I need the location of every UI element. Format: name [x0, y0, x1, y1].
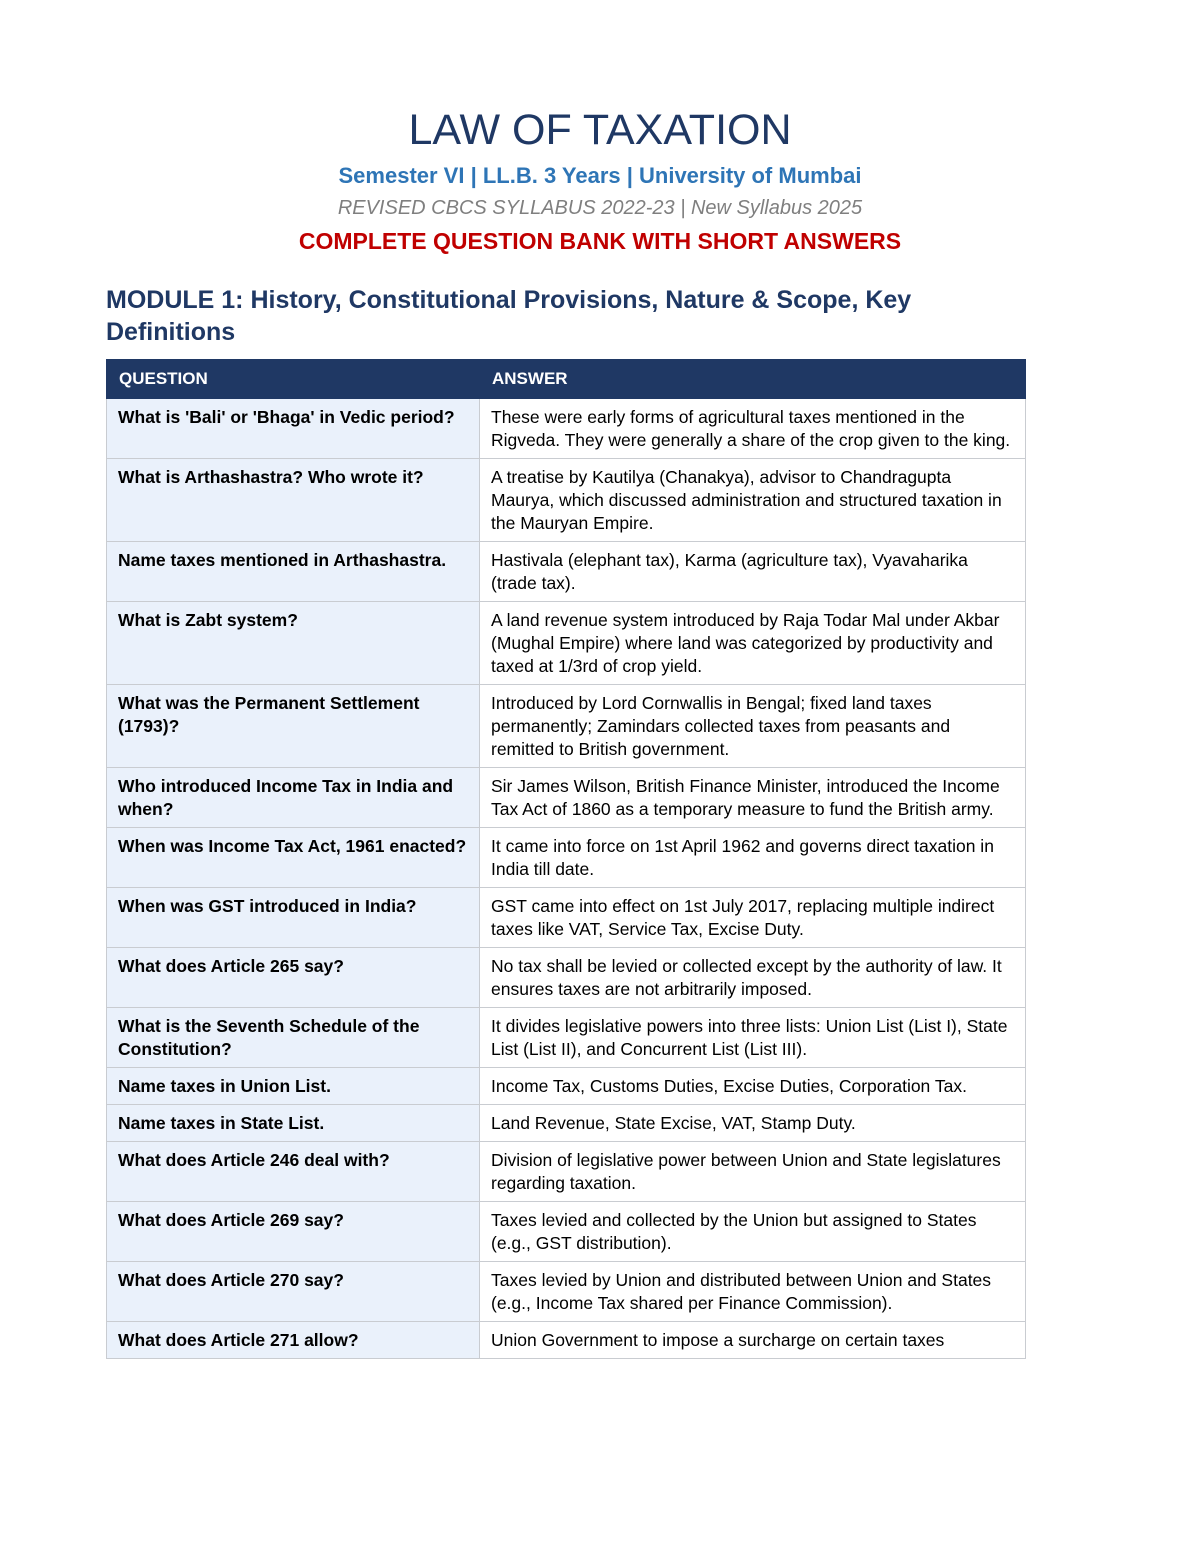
- document-title: LAW OF TAXATION: [408, 106, 792, 154]
- question-cell: Name taxes in State List.: [107, 1105, 480, 1142]
- question-cell: What does Article 270 say?: [107, 1262, 480, 1322]
- question-cell: When was GST introduced in India?: [107, 888, 480, 948]
- question-answer-table: [106, 359, 1026, 1359]
- answer-column-header: ANSWER: [480, 360, 1026, 399]
- table-row: [107, 685, 1026, 768]
- table-row: [107, 1142, 1026, 1202]
- table-body: [107, 399, 1026, 1359]
- answer-cell: No tax shall be levied or collected except by the authority of law. It ensures taxes are not arbitrarily imposed.: [480, 948, 1026, 1008]
- question-column-header: QUESTION: [107, 360, 480, 399]
- table-row: [107, 1262, 1026, 1322]
- question-cell: What does Article 265 say?: [107, 948, 480, 1008]
- table-row: [107, 888, 1026, 948]
- table-row: [107, 1322, 1026, 1359]
- module-heading: MODULE 1: History, Constitutional Provisions, Nature & Scope, Key Definitions: [106, 286, 912, 346]
- table-row: [107, 602, 1026, 685]
- table-row: [107, 1202, 1026, 1262]
- answer-cell: Introduced by Lord Cornwallis in Bengal; fixed land taxes permanently; Zamindars collected taxes from peasants and remitted to British government.: [480, 685, 1026, 768]
- question-cell: What is Zabt system?: [107, 602, 480, 685]
- answer-cell: Union Government to impose a surcharge on certain taxes: [480, 1322, 1026, 1359]
- course-subtitle: Semester VI | LL.B. 3 Years | University of Mumbai: [338, 163, 862, 188]
- question-bank-heading: COMPLETE QUESTION BANK WITH SHORT ANSWERS: [298, 228, 902, 254]
- answer-cell: Taxes levied by Union and distributed between Union and States (e.g., Income Tax shared per Finance Commission).: [480, 1262, 1026, 1322]
- question-cell: Name taxes in Union List.: [107, 1068, 480, 1105]
- table-row: [107, 768, 1026, 828]
- table-row: [107, 542, 1026, 602]
- table-row: [107, 399, 1026, 459]
- answer-cell: It divides legislative powers into three lists: Union List (List I), State List (List II), and Concurrent List (List III).: [480, 1008, 1026, 1068]
- answer-cell: A treatise by Kautilya (Chanakya), advisor to Chandragupta Maurya, which discussed administration and structured taxation in the Mauryan Empire.: [480, 459, 1026, 542]
- table-row: [107, 1068, 1026, 1105]
- syllabus-line: REVISED CBCS SYLLABUS 2022-23 | New Syllabus 2025: [337, 197, 863, 219]
- question-cell: What does Article 271 allow?: [107, 1322, 480, 1359]
- answer-cell: Taxes levied and collected by the Union but assigned to States (e.g., GST distribution).: [480, 1202, 1026, 1262]
- question-cell: When was Income Tax Act, 1961 enacted?: [107, 828, 480, 888]
- table-row: [107, 948, 1026, 1008]
- answer-cell: Sir James Wilson, British Finance Minister, introduced the Income Tax Act of 1860 as a temporary measure to fund the British army.: [480, 768, 1026, 828]
- question-cell: What does Article 246 deal with?: [107, 1142, 480, 1202]
- table-row: [107, 459, 1026, 542]
- table-row: [107, 1105, 1026, 1142]
- question-cell: What is 'Bali' or 'Bhaga' in Vedic period?: [107, 399, 480, 459]
- question-cell: What is Arthashastra? Who wrote it?: [107, 459, 480, 542]
- question-cell: What is the Seventh Schedule of the Constitution?: [107, 1008, 480, 1068]
- answer-cell: Hastivala (elephant tax), Karma (agriculture tax), Vyavaharika (trade tax).: [480, 542, 1026, 602]
- answer-cell: Land Revenue, State Excise, VAT, Stamp Duty.: [480, 1105, 1026, 1142]
- question-cell: Who introduced Income Tax in India and when?: [107, 768, 480, 828]
- answer-cell: These were early forms of agricultural taxes mentioned in the Rigveda. They were generally a share of the crop given to the king.: [480, 399, 1026, 459]
- question-cell: What does Article 269 say?: [107, 1202, 480, 1262]
- answer-cell: Income Tax, Customs Duties, Excise Duties, Corporation Tax.: [480, 1068, 1026, 1105]
- table-row: [107, 828, 1026, 888]
- answer-cell: It came into force on 1st April 1962 and governs direct taxation in India till date.: [480, 828, 1026, 888]
- answer-cell: Division of legislative power between Union and State legislatures regarding taxation.: [480, 1142, 1026, 1202]
- question-cell: What was the Permanent Settlement (1793)?: [107, 685, 480, 768]
- table-row: [107, 1008, 1026, 1068]
- question-cell: Name taxes mentioned in Arthashastra.: [107, 542, 480, 602]
- answer-cell: GST came into effect on 1st July 2017, replacing multiple indirect taxes like VAT, Service Tax, Excise Duty.: [480, 888, 1026, 948]
- table-header-row: [107, 360, 1026, 399]
- answer-cell: A land revenue system introduced by Raja Todar Mal under Akbar (Mughal Empire) where land was categorized by productivity and taxed at 1/3rd of crop yield.: [480, 602, 1026, 685]
